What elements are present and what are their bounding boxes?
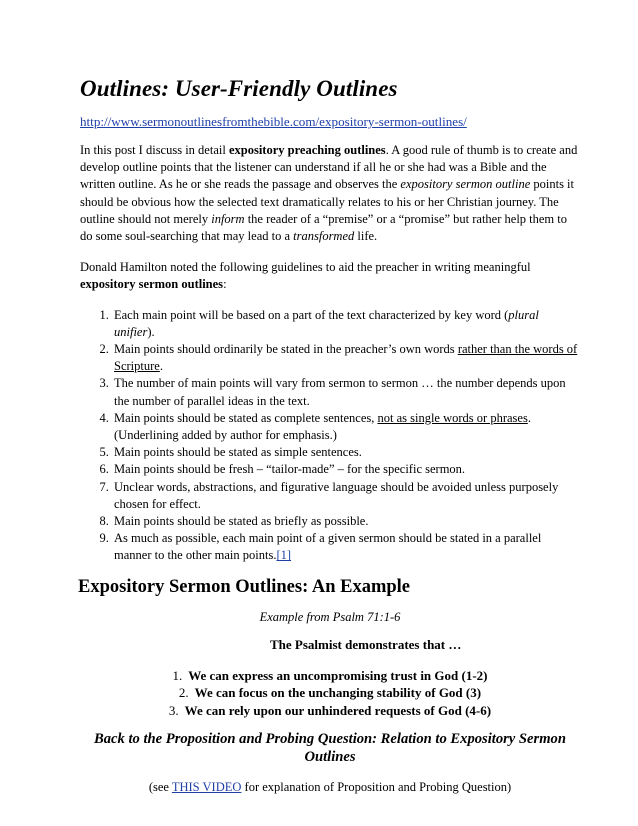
intro-italic-term: expository sermon outline (400, 177, 531, 192)
see-text: for explanation of Proposition and Probing Question) (241, 780, 512, 795)
guideline-text: . (159, 359, 163, 374)
example-point (80, 684, 580, 702)
intro-italic-inform: inform (211, 211, 245, 226)
point-text: We can rely upon our unhindered requests of God (4-6) (184, 702, 492, 718)
intro-text: life. (354, 229, 378, 244)
guidelines-list (80, 307, 580, 565)
guideline-text: Each main point will be based on a part of the text characterized by key word ( (114, 307, 509, 322)
intro-italic-transformed: transformed (293, 229, 355, 244)
guideline-underlined: rather than the words of Scripture (114, 342, 578, 374)
point-number: 3. (168, 702, 179, 718)
this-video-link[interactable]: THIS VIDEO (171, 780, 242, 795)
guidelines-intro-paragraph (80, 259, 580, 293)
point-number: 1. (172, 667, 183, 683)
example-point (80, 667, 580, 685)
guideline-item (112, 410, 580, 444)
guideline-item: 5. Main points should be stated as simple sentences. (112, 444, 580, 461)
guideline-text: Main points should ordinarily be stated in the preacher’s own words (114, 342, 458, 357)
guidelines-intro-text: Donald Hamilton noted the following guidelines to aid the preacher in writing meaningful (80, 260, 531, 275)
guideline-item: 8. Main points should be stated as briefly as possible. (112, 513, 580, 530)
intro-paragraph (80, 142, 580, 245)
source-url-link[interactable]: http://www.sermonoutlinesfromthebible.com/expository-sermon-outlines/ (80, 114, 467, 129)
guideline-item: 6. Main points should be fresh – “tailor-made” – for the specific sermon. (112, 461, 580, 478)
guideline-item (112, 307, 580, 341)
example-points-list (80, 667, 580, 720)
intro-text: In this post I discuss in detail (80, 143, 229, 157)
example-source: Example from Psalm 71:1-6 (259, 609, 401, 624)
intro-text: . A good rule of thumb is to create and develop outline points that the listener can understand if all he or she had was a Bible and the written outline. As he or she reads the passage and observes the (80, 143, 578, 192)
demonstrates-line: The Psalmist demonstrates that … (270, 636, 462, 652)
guideline-item (112, 341, 580, 375)
guideline-text: ). (147, 324, 155, 339)
guideline-text: Main points should be stated as complete sentences, (114, 410, 378, 425)
intro-text: points it should be obvious how the selected text dramatically relates to his or her Christian journey. The outline should not merely (80, 177, 575, 226)
guidelines-intro-bold-term: expository sermon outlines (80, 277, 224, 292)
point-text: We can express an uncompromising trust in God (1-2) (188, 667, 488, 683)
see-text: (see (148, 780, 172, 795)
guideline-text: . (Underlining added by author for emphasis.) (114, 410, 531, 443)
footnote-ref-link[interactable]: [1] (276, 548, 292, 563)
see-video-line (80, 780, 580, 795)
guideline-item: 3. The number of main points will vary from sermon to sermon … the number depends upon the number of parallel ideas in the text. (112, 375, 580, 409)
point-number: 2. (178, 685, 189, 701)
guidelines-intro-colon: : (223, 277, 227, 292)
document-page (80, 76, 580, 795)
page-title: Outlines: User-Friendly Outlines (80, 76, 398, 101)
example-point (80, 702, 580, 720)
point-text: We can focus on the unchanging stability of God (3) (194, 685, 482, 701)
guideline-text: As much as possible, each main point of a given sermon should be stated in a parallel manner to the other main points. (114, 531, 542, 563)
guideline-underlined: not as single words or phrases (377, 410, 528, 425)
example-heading: Expository Sermon Outlines: An Example (78, 576, 410, 597)
guideline-italic: plural unifier (114, 307, 539, 339)
intro-bold-term: expository preaching outlines (228, 143, 386, 157)
back-heading: Back to the Proposition and Probing Question: Relation to Expository Sermon Outlines (94, 731, 566, 766)
intro-text: the reader of a “premise” or a “promise” but rather help them to do some soul-searching that may lead to a (80, 211, 568, 244)
guideline-item (112, 530, 580, 564)
guideline-item: 7. Unclear words, abstractions, and figurative language should be avoided unless purposely chosen for effect. (112, 479, 580, 513)
